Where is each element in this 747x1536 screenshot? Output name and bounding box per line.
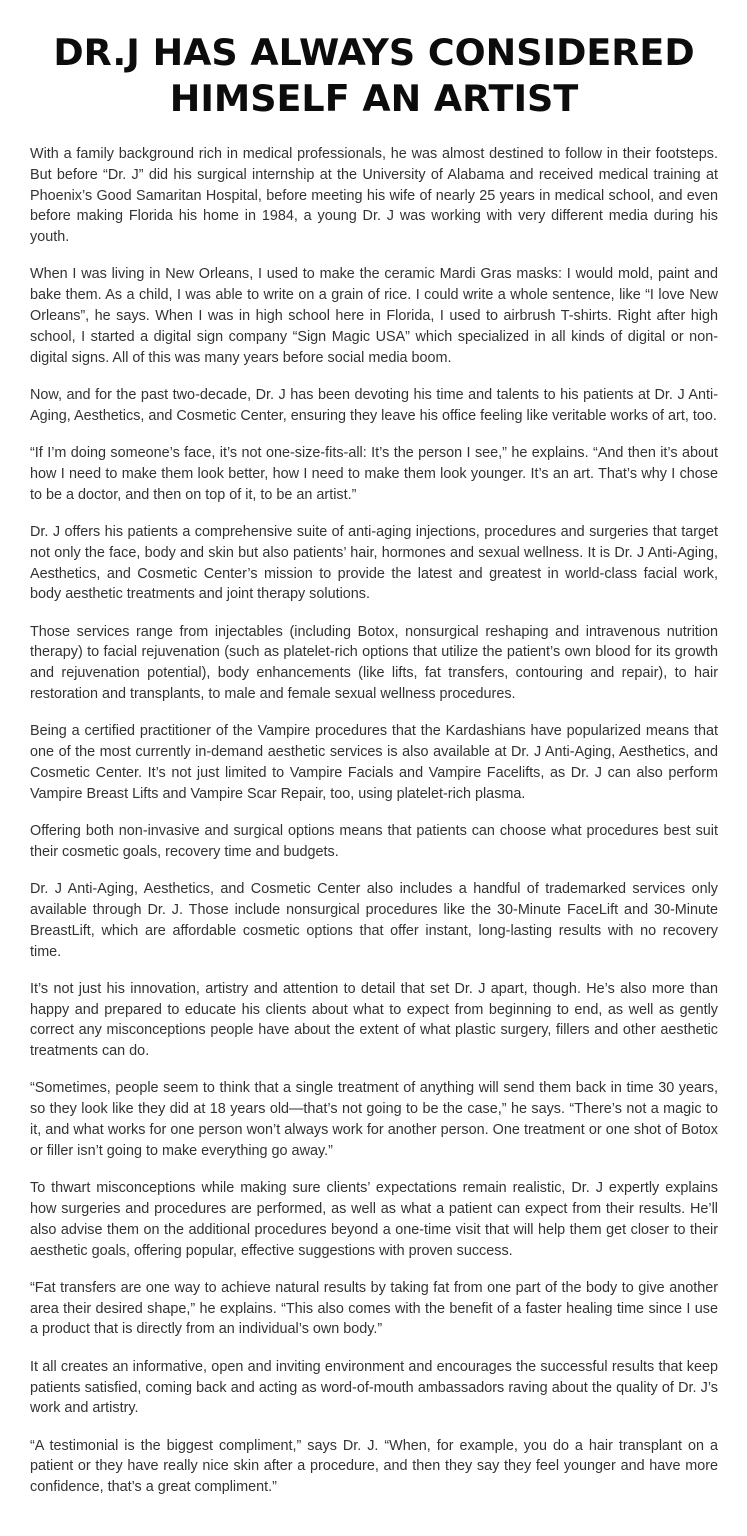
paragraph-7: Being a certified practitioner of the Vampire procedures that the Kardashians have popularized means that one of the most currently in-demand aesthetic services is also available at Dr. J Anti-Aging, Aesthetics, and Cosmetic Center. It’s not just limited to Vampire Facials and Vampire Facelifts, as Dr. J can also perform Vampire Breast Lifts and Vampire Scar Repair, too, using platelet-rich plasma. xyxy=(30,723,718,802)
paragraph-9: Dr. J Anti-Aging, Aesthetics, and Cosmetic Center also includes a handful of trademarked services only available through Dr. J. Those include nonsurgical procedures like the 30-Minute FaceLift and 30-Minute BreastLift, which are affordable cosmetic options that offer instant, long-lasting results with no recovery time. xyxy=(30,881,718,960)
title-line-1: DR.J HAS ALWAYS CONSIDERED xyxy=(53,31,695,74)
paragraph-6: Those services range from injectables (including Botox, nonsurgical reshaping and intravenous nutrition therapy) to facial rejuvenation (such as platelet-rich options that utilize the patient’s own blood for its growth and rejuvenation potential), body enhancements (like lifts, fat transfers, contouring and repair), to hair restoration and transplants, to male and female sexual wellness procedures. xyxy=(30,623,718,703)
paragraph-4: “If I’m doing someone’s face, it’s not one-size-fits-all: It’s the person I see,” he explains. “And then it’s about how I need to make them look better, how I need to make them look younger. It’s an art. That’s why I chose to be a doctor, and then on top of it, to be an artist.” xyxy=(30,445,718,503)
article-title xyxy=(30,30,718,122)
paragraph-10: It’s not just his innovation, artistry and attention to detail that set Dr. J apart, though. He’s also more than happy and prepared to educate his clients about what to expect from beginning to end, as well as gently correct any misconceptions people have about the extent of what plastic surgery, fillers and other aesthetic treatments can do. xyxy=(30,980,718,1060)
article-body xyxy=(30,144,718,1498)
paragraph-11: “Sometimes, people seem to think that a single treatment of anything will send them back in time 30 years, so they look like they did at 18 years old—that’s not going to be the case,” he says. “There’s not a magic to it, and what works for one person won’t always work for another person. One treatment or one shot of Botox or filler isn’t going to make everything go away.” xyxy=(30,1080,718,1159)
paragraph-5: Dr. J offers his patients a comprehensive suite of anti-aging injections, procedures and surgeries that target not only the face, body and skin but also patients’ hair, hormones and sexual wellness. It is Dr. J Anti-Aging, Aesthetics, and Cosmetic Center’s mission to provide the latest and greatest in world-class facial work, body aesthetic treatments and joint therapy solutions. xyxy=(30,523,718,603)
paragraph-14: It all creates an informative, open and inviting environment and encourages the successful results that keep patients satisfied, coming back and acting as word-of-mouth ambassadors raving about the quality of Dr. J’s work and artistry. xyxy=(30,1358,718,1417)
paragraph-13: “Fat transfers are one way to achieve natural results by taking fat from one part of the body to give another area their desired shape,” he explains. “This also comes with the benefit of a faster healing time since I use a product that is directly from an individual’s own body.” xyxy=(30,1279,718,1338)
paragraph-15: “A testimonial is the biggest compliment,” says Dr. J. “When, for example, you do a hair transplant on a patient or they have really nice skin after a procedure, and then they say they feel younger and have more confidence, that’s a great compliment.” xyxy=(30,1437,718,1496)
paragraph-8: Offering both non-invasive and surgical options means that patients can choose what procedures best suit their cosmetic goals, recovery time and budgets. xyxy=(30,823,718,860)
title-line-2: HIMSELF AN ARTIST xyxy=(169,77,579,120)
paragraph-2: When I was living in New Orleans, I used to make the ceramic Mardi Gras masks: I would mold, paint and bake them. As a child, I was able to write on a grain of rice. I could write a whole sentence, like “I love New Orleans”, he says. When I was in high school here in Florida, I used to airbrush T-shirts. Right after high school, I started a digital sign company “Sign Magic USA” which specialized in all kinds of digital or non-digital signs. All of this was many years before social media boom. xyxy=(30,266,718,366)
paragraph-12: To thwart misconceptions while making sure clients’ expectations remain realistic, Dr. J expertly explains how surgeries and procedures are performed, as well as what a patient can expect from their results. He’ll also advise them on the additional procedures beyond a one-time visit that will help them get closer to their aesthetic goals, offering popular, effective suggestions with proven success. xyxy=(30,1180,718,1259)
paragraph-3: Now, and for the past two-decade, Dr. J has been devoting his time and talents to his patients at Dr. J Anti-Aging, Aesthetics, and Cosmetic Center, ensuring they leave his office feeling like veritable works of art, too. xyxy=(30,386,718,424)
paragraph-1: With a family background rich in medical professionals, he was almost destined to follow in their footsteps. But before “Dr. J” did his surgical internship at the University of Alabama and received medical training at Phoenix’s Good Samaritan Hospital, before meeting his wife of nearly 25 years in medical school, and even before making Florida his home in 1984, a young Dr. J was working with very different media during his youth. xyxy=(30,146,718,246)
